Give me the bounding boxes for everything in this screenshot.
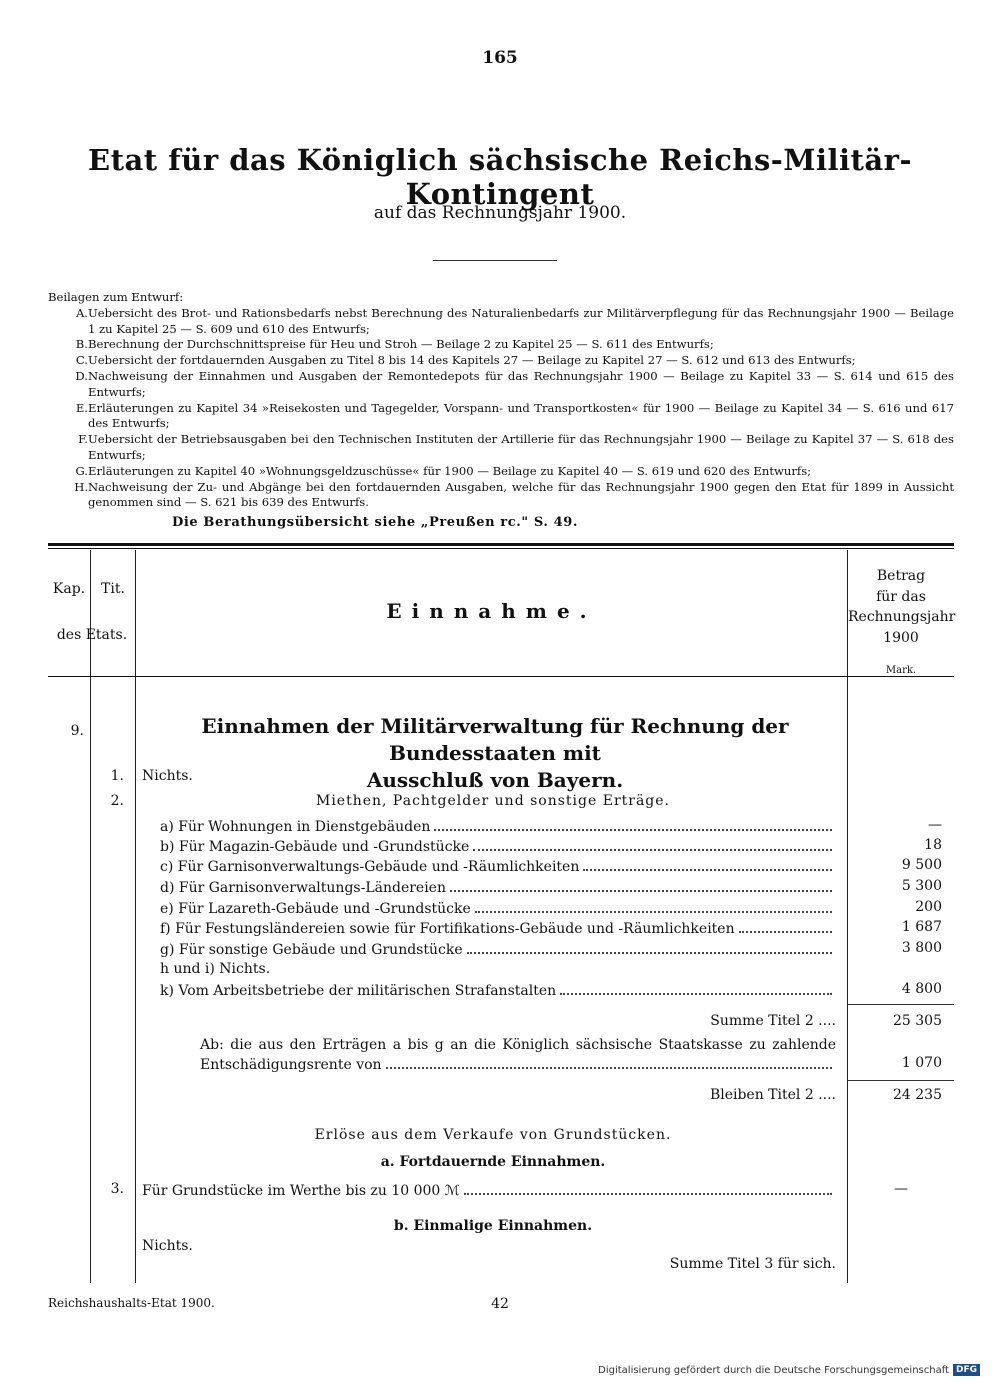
row-text: Nichts.	[142, 1238, 193, 1254]
page-title: Etat für das Königlich sächsische Reichs-Militär-Kontingent	[87, 143, 912, 211]
row-amount: 18	[924, 837, 942, 853]
row-text: e) Für Lazareth-Gebäude und -Grundstücke	[160, 901, 471, 917]
row-amount: —	[928, 817, 942, 833]
leader-dots	[386, 1067, 832, 1069]
beilage-text: Erläuterungen zu Kapitel 34 »Reisekosten und Tagegelder, Vorspann- und Transportkosten« für 1900 — Beilage zu Kapitel 34 — S. 616 und 617 des Entwurfs;	[88, 400, 954, 431]
leader-dots	[739, 931, 832, 933]
beilagen-heading: Beilagen zum Entwurf:	[48, 290, 184, 304]
beilage-label: B.	[75, 337, 88, 352]
beilage-label: F.	[78, 432, 88, 447]
row-amount: —	[894, 1181, 908, 1197]
beilage-label: G.	[75, 463, 88, 478]
titel-text: Nichts.	[142, 768, 193, 784]
beilage-text: Uebersicht der Betriebsausgaben bei den Technischen Instituten der Artillerie für das Rechnungsjahr 1900 — Beilage zu Kapitel 37 — S. 618 des Entwurfs;	[88, 432, 954, 462]
col-header-einnahme: Einnahme.	[386, 599, 597, 623]
summe-label: Summe Titel 2 ....	[710, 1013, 836, 1029]
leader-dots	[473, 849, 832, 851]
beilage-item	[48, 337, 954, 353]
row-text: f) Für Festungsländereien sowie für Fortifikations-Gebäude und -Räumlichkeiten	[160, 921, 735, 937]
col-header-betrag	[848, 566, 954, 648]
beilage-label: H.	[74, 479, 88, 494]
footer-page-number: 42	[491, 1296, 509, 1312]
beilage-label: D.	[75, 368, 88, 383]
beilage-item	[48, 353, 954, 369]
leader-dots	[583, 869, 832, 871]
page-number: 165	[482, 48, 518, 68]
row-amount: 200	[915, 899, 942, 915]
sum-rule	[848, 1004, 954, 1005]
table-row	[142, 1179, 836, 1199]
erloese-heading: Erlöse aus dem Verkaufe von Grundstücken.	[314, 1127, 672, 1143]
row-text: Entschädigungsrente von	[200, 1057, 382, 1073]
title-divider	[433, 260, 557, 261]
beilage-item	[48, 401, 954, 433]
table-row	[160, 938, 836, 958]
row-amount: 4 800	[901, 981, 942, 997]
section-title-line: Ausschluß von Bayern.	[366, 768, 624, 792]
dfg-logo-icon: DFG	[953, 1364, 980, 1376]
row-text: k) Vom Arbeitsbetriebe der militärischen Strafanstalten	[160, 983, 557, 999]
column-divider	[90, 677, 91, 1283]
titel-number: 2.	[110, 793, 124, 809]
beilage-text: Nachweisung der Zu- und Abgänge bei den fortdauernden Ausgaben, welche für das Rechnungsjahr 1900 gegen den Etat für 1899 in Aussicht genommen sind — S. 621 bis 639 des Entwurfs.	[88, 479, 954, 510]
beilage-item	[48, 464, 954, 480]
row-text: h und i) Nichts.	[160, 961, 271, 977]
betrag-line: für das	[876, 588, 926, 605]
beilage-item	[48, 306, 954, 338]
leader-dots	[560, 993, 832, 995]
row-text: d) Für Garnisonverwaltungs-Ländereien	[160, 880, 446, 896]
titel-heading: Miethen, Pachtgelder und sonstige Erträge.	[315, 793, 670, 809]
betrag-line: Rechnungsjahr	[848, 609, 956, 625]
bleiben-label: Bleiben Titel 2 ....	[709, 1087, 836, 1103]
kapitel-number: 9.	[70, 723, 84, 739]
betrag-line: 1900	[883, 629, 919, 646]
column-divider	[90, 550, 91, 676]
table-row	[160, 979, 836, 999]
leader-dots	[434, 829, 832, 831]
row-text: a) Für Wohnungen in Dienstgebäuden	[160, 819, 431, 835]
section-title-line: Einnahmen der Militärverwaltung für Rechnung der Bundesstaaten mit	[201, 714, 789, 765]
beilage-text: Erläuterungen zu Kapitel 40 »Wohnungsgeldzuschüsse« für 1900 — Beilage zu Kapitel 40 — S. 619 und 620 des Entwurfs;	[88, 463, 812, 478]
footer-left: Reichshaushalts-Etat 1900.	[48, 1296, 215, 1310]
beilage-text: Uebersicht des Brot- und Rationsbedarfs nebst Berechnung des Naturalienbedarfs zur Militärverpflegung für das Rechnungsjahr 1900 — Beilage 1 zu Kapitel 25 — S. 609 und 610 des Entwurfs;	[88, 305, 954, 336]
beilage-item	[48, 480, 954, 512]
row-amount: 3 800	[901, 940, 942, 956]
titel-number: 3.	[110, 1181, 124, 1197]
table-top-thin-rule	[48, 548, 954, 549]
leader-dots	[475, 911, 832, 913]
summe-amount: 25 305	[893, 1013, 942, 1029]
column-divider	[135, 677, 136, 1283]
titel-number: 1.	[110, 768, 124, 784]
col-header-tit: Tit.	[101, 581, 125, 597]
table-row	[160, 876, 836, 896]
row-amount: 5 300	[901, 878, 942, 894]
beilage-label: C.	[75, 353, 88, 368]
dfg-credit-text: Digitalisierung gefördert durch die Deutsche Forschungsgemeinschaft	[598, 1364, 949, 1376]
leader-dots	[464, 1193, 832, 1195]
row-amount: 9 500	[901, 857, 942, 873]
beilage-text: Berechnung der Durchschnittspreise für Heu und Stroh — Beilage 2 zu Kapitel 25 — S. 611 des Entwurfs;	[88, 337, 714, 352]
bleiben-amount: 24 235	[893, 1087, 942, 1103]
beilage-text: Nachweisung der Einnahmen und Ausgaben der Remontedepots für das Rechnungsjahr 1900 — Beilage zu Kapitel 33 — S. 614 und 615 des Entwurfs;	[88, 368, 954, 399]
page-subtitle: auf das Rechnungsjahr 1900.	[373, 203, 627, 223]
row-text: c) Für Garnisonverwaltungs-Gebäude und -Räumlichkeiten	[160, 859, 580, 875]
table-top-rule	[48, 543, 954, 546]
col-header-kap: Kap.	[52, 581, 86, 597]
table-row	[160, 815, 836, 835]
section-title	[160, 713, 830, 794]
sum-rule	[848, 1080, 954, 1081]
table-header-rule	[48, 676, 954, 677]
erloese-sub-a: a. Fortdauernde Einnahmen.	[380, 1154, 606, 1170]
col-header-des-etats: des Etats.	[56, 627, 128, 643]
erloese-sub-b: b. Einmalige Einnahmen.	[393, 1218, 593, 1234]
beilage-text: Uebersicht der fortdauernden Ausgaben zu Titel 8 bis 14 des Kapitels 27 — Beilage zu Kapitel 27 — S. 612 und 613 des Entwurfs;	[88, 353, 856, 368]
leader-dots	[450, 890, 832, 892]
table-row	[200, 1053, 836, 1073]
ab-line: Ab: die aus den Erträgen a bis g an die Königlich sächsische Staatskasse zu zahlende	[200, 1037, 836, 1053]
table-row	[160, 917, 836, 937]
beilage-item	[48, 432, 954, 464]
table-row	[160, 855, 836, 875]
beilage-label: E.	[75, 400, 88, 415]
berathung-note: Die Berathungsübersicht siehe „Preußen rc." S. 49.	[172, 515, 579, 530]
betrag-line: Betrag	[876, 568, 926, 584]
ab-amount: 1 070	[901, 1055, 942, 1071]
row-text: g) Für sonstige Gebäude und Grundstücke	[160, 942, 463, 958]
row-text: b) Für Magazin-Gebäude und -Grundstücke	[160, 839, 470, 855]
beilage-label: A.	[75, 305, 88, 320]
beilage-item	[48, 369, 954, 401]
table-row	[160, 835, 836, 855]
leader-dots	[467, 952, 832, 954]
dfg-credit	[598, 1364, 980, 1376]
row-text: Für Grundstücke im Werthe bis zu 10 000 ℳ	[142, 1183, 460, 1199]
col-header-mark: Mark.	[885, 665, 917, 676]
beilagen-list	[48, 290, 954, 511]
row-amount: 1 687	[901, 919, 942, 935]
summe3-label: Summe Titel 3 für sich.	[669, 1256, 836, 1272]
table-row	[160, 897, 836, 917]
